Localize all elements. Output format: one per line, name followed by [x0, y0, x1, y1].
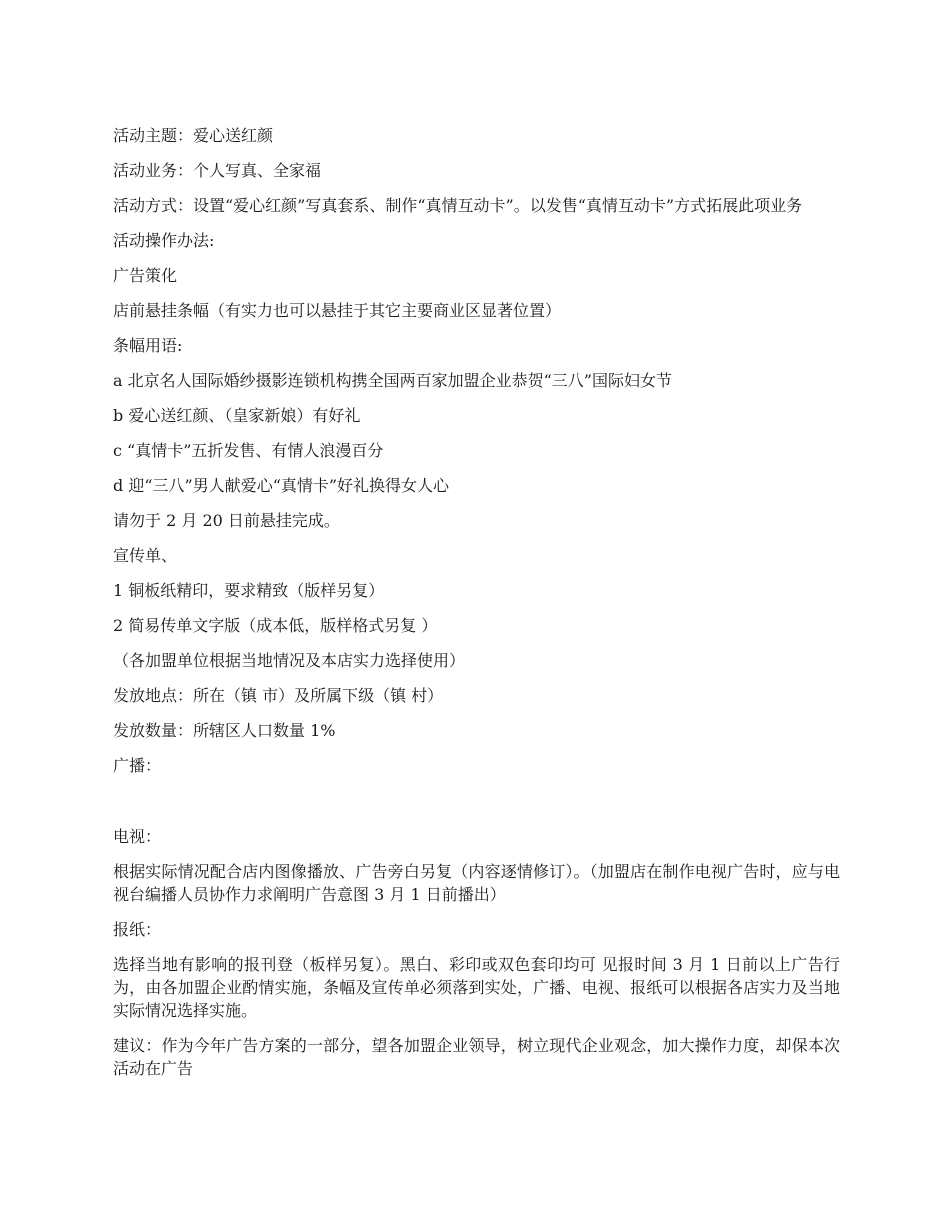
business-line: 活动业务：个人写真、全家福: [113, 161, 322, 180]
tv-paragraph: 根据实际情况配合店内图像播放、广告旁白另复（内容逐情修订）。（加盟店在制作电视广告时，应与电视台编播人员协作力求阐明广告意图 3 月 1 日前播出）: [113, 862, 840, 904]
blank-gap: [113, 789, 840, 825]
slogan-a: a 北京名人国际婚纱摄影连锁机构携全国两百家加盟企业恭贺“三八”国际妇女节: [113, 371, 672, 390]
tv-heading: 电视：: [113, 827, 162, 846]
newspaper-paragraph: 选择当地有影响的报刊登（板样另复）。黑白、彩印或双色套印均可 见报时间 3 月 1 日前以上广告行为，由各加盟企业酌情实施，条幅及宣传单必须落到实处，广播、电视、报纸可以根据各店实力及当地实际情况选择实施。: [113, 955, 840, 1020]
flyer-heading: 宣传单、: [113, 546, 178, 565]
banner-line: 店前悬挂条幅（有实力也可以悬挂于其它主要商业区显著位置）: [113, 301, 562, 320]
radio-heading: 广播：: [113, 756, 162, 775]
theme-line: 活动主题：爱心送红颜: [113, 126, 274, 145]
flyer-option-1: 1 铜板纸精印，要求精致（版样另复）: [113, 581, 385, 600]
slogan-b: b 爱心送红颜、（皇家新娘）有好礼: [113, 406, 361, 425]
suggestion-paragraph: 建议：作为今年广告方案的一部分，望各加盟企业领导，树立现代企业观念，加大操作力度，却保本次活动在广告: [113, 1036, 840, 1078]
distribution-quantity: 发放数量：所辖区人口数量 1%: [113, 721, 336, 740]
newspaper-heading: 报纸：: [113, 920, 162, 939]
method-line: 活动方式：设置“爱心红颜”写真套系、制作“真情互动卡”。以发售“真情互动卡”方式拓展此项业务: [113, 196, 803, 215]
distribution-place: 发放地点：所在（镇 市）及所属下级（镇 村）: [113, 686, 444, 705]
ad-planning-heading: 广告策化: [113, 266, 178, 285]
flyer-option-2: 2 简易传单文字版（成本低，版样格式另复 ）: [113, 616, 438, 635]
operation-heading: 活动操作办法:: [113, 231, 215, 250]
slogan-d: d 迎“三八”男人献爱心“真情卡”好礼换得女人心: [113, 476, 450, 495]
banner-deadline: 请勿于 2 月 20 日前悬挂完成。: [113, 511, 340, 530]
flyer-note: （各加盟单位根据当地情况及本店实力选择使用）: [113, 651, 466, 670]
document-body: [113, 124, 840, 1092]
banner-slogan-heading: 条幅用语:: [113, 336, 183, 355]
slogan-c: c “真情卡”五折发售、有情人浪漫百分: [113, 441, 384, 460]
